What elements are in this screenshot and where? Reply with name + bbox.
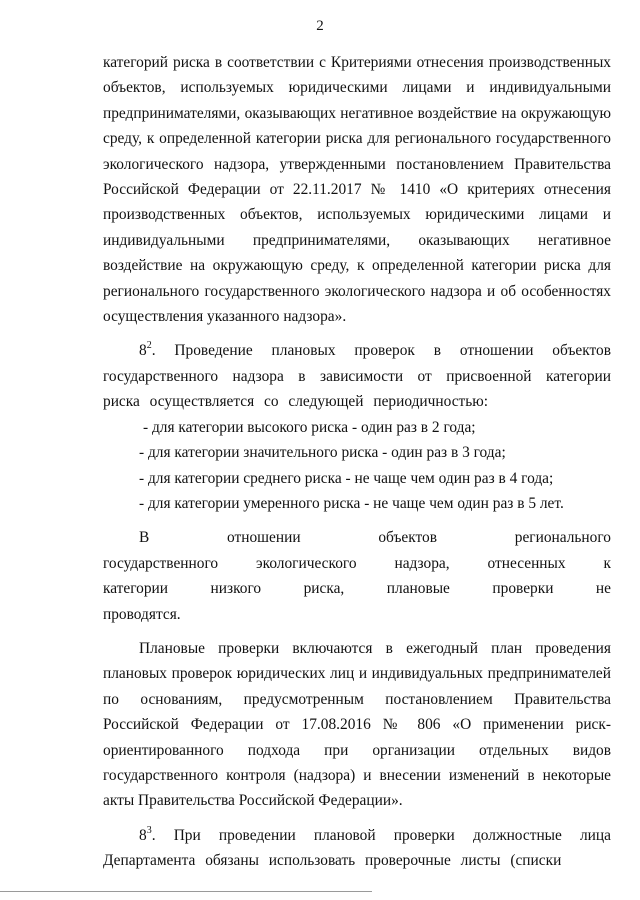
section-8-3-paragraph [103, 823, 611, 874]
paragraph-scheduled-inspections: Плановые проверки включаются в ежегодный план проведения плановых проверок юридических лиц и индивидуальных предпринимателей по основаниям, предусмотренным постановлением Правительства Российской Федерации от 17.08.2016 № 806 «О применении риск-ориентированного подхода при организации отдельных видов государственного контроля (надзора) и внесении изменений в некоторые акты Правительства Российской Федерации». [103, 639, 611, 810]
document-body [103, 50, 611, 874]
list-item: - для категории высокого риска - один раз в 2 года; [143, 418, 476, 436]
section-8-2-number: 8 [139, 342, 147, 360]
section-8-2-text: . Проведение плановых проверок в отношении объектов государственного надзора в зависимости от присвоенной категории риска осуществляется со следующей периодичностью: [103, 342, 611, 411]
page-number: 2 [316, 18, 324, 34]
section-8-3-text: . При проведении плановой проверки должностные лица Департамента обязаны использовать проверочные листы (списки [103, 826, 611, 870]
section-8-2-superscript: 2 [146, 340, 152, 352]
paragraph-risk-criteria: категорий риска в соответствии с Критериями отнесения производственных объектов, используемых юридическими лицами и индивидуальными предпринимателями, оказывающих негативное воздействие на окружающую среду, к определенной категории риска для регионального государственного экологического надзора, утвержденными постановлением Правительства Российской Федерации от 22.11.2017 № 1410 «О критериях отнесения производственных объектов, используемых юридическими лицами и индивидуальными предпринимателями, оказывающих негативное воздействие на окружающую среду, к определенной категории риска для регионального государственного экологического надзора и об особенностях осуществления указанного надзора». [103, 54, 611, 326]
paragraph-low-risk: В отношении объектов регионального государственного экологического надзора, отнесенных к категории низкого риска, плановые проверки не проводятся. [103, 529, 611, 623]
list-item: - для категории значительного риска - один раз в 3 года; [139, 444, 506, 462]
list-item: - для категории умеренного риска - не чаще чем один раз в 5 лет. [139, 494, 564, 512]
section-8-3-superscript: 3 [146, 824, 152, 836]
list-item: - для категории среднего риска - не чаще чем один раз в 4 года; [139, 469, 554, 487]
section-8-2-paragraph [103, 338, 611, 414]
footer-divider [0, 891, 372, 892]
section-8-3-number: 8 [139, 826, 147, 844]
